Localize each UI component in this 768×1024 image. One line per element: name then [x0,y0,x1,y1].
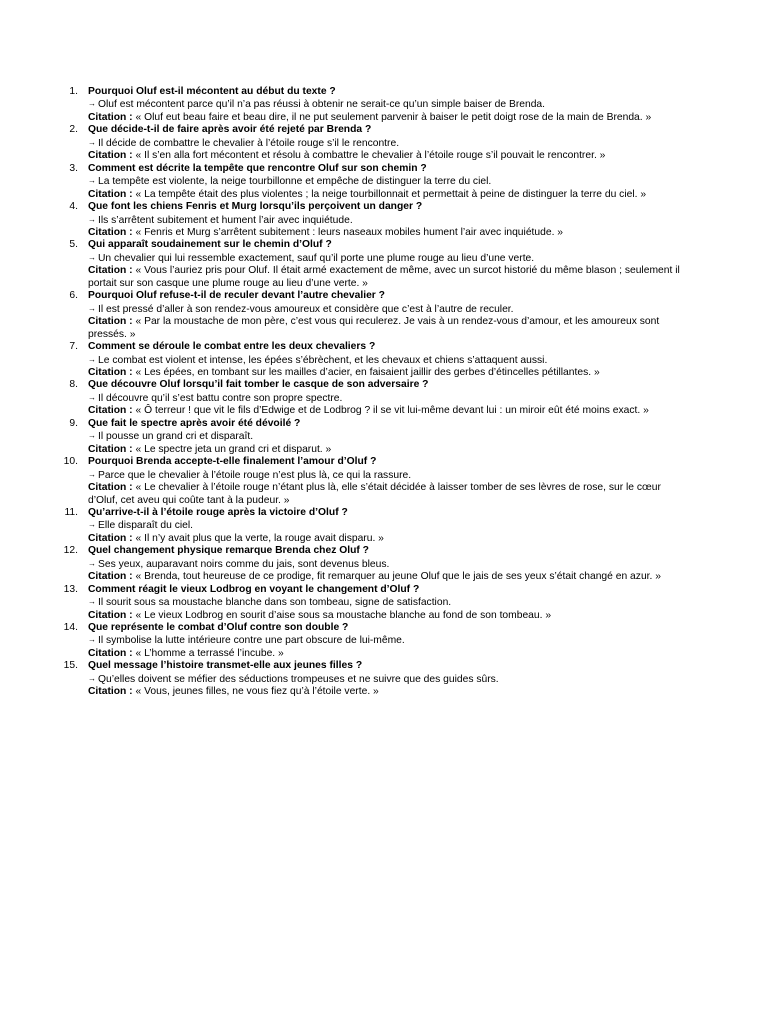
question-item [62,201,682,239]
question-number: 10. [63,456,78,468]
citation-label: Citation : [88,150,133,162]
citation-line [88,648,682,660]
citation-line [88,571,682,583]
question-item [62,239,682,290]
question-title: Pourquoi Oluf refuse-t-il de reculer devant l’autre chevalier ? [88,290,385,302]
citation-label: Citation : [88,647,133,659]
question-item [62,545,682,583]
arrow-icon: → [88,431,96,441]
citation-label: Citation : [88,571,133,583]
citation-text: « Par la moustache de mon père, c’est vous qui reculerez. Je vais à un rendez-vous d’amour, et les amoureux sont pressés. » [88,316,660,340]
answer-text: Oluf est mécontent parce qu’il n’a pas réussi à obtenir ne serait-ce qu’un simple baiser de Brenda. [98,99,546,111]
question-item [62,584,682,622]
answer-text: Ses yeux, auparavant noirs comme du jais, sont devenus bleus. [98,558,390,570]
answer-line [88,303,682,316]
answer-text: Qu’elles doivent se méfier des séductions trompeuses et ne suivre que des guides sûrs. [98,673,499,685]
arrow-icon: → [88,635,96,645]
citation-line [88,189,682,201]
answer-line [88,558,682,571]
citation-label: Citation : [88,316,133,328]
question-title: Pourquoi Oluf est-il mécontent au début du texte ? [88,86,336,97]
question-number: 11. [64,506,78,518]
citation-text: « Oluf eut beau faire et beau dire, il ne put seulement parvenir à baiser le petit doigt rose de la main de Brenda. » [135,111,652,123]
answer-line [88,98,682,111]
arrow-icon: → [88,137,96,147]
citation-text: « Le vieux Lodbrog en sourit d’aise sous sa moustache blanche au fond de son tombeau. » [135,609,552,621]
citation-line [88,265,682,290]
answer-text: Elle disparaît du ciel. [98,520,194,532]
citation-label: Citation : [88,366,133,378]
citation-label: Citation : [88,188,133,200]
question-number: 5. [69,239,78,251]
answer-line [88,430,682,443]
question-number: 3. [69,162,78,174]
arrow-icon: → [88,99,96,109]
citation-text: « Vous, jeunes filles, ne vous fiez qu’à l’étoile verte. » [135,686,379,698]
citation-text: « Il n’y avait plus que la verte, la rouge avait disparu. » [135,532,384,544]
answer-text: Ils s’arrêtent subitement et hument l’air avec inquiétude. [98,214,353,226]
question-item [62,341,682,379]
arrow-icon: → [88,354,96,364]
question-number: 7. [69,341,78,353]
question-number: 1. [69,86,78,97]
answer-line [88,175,682,188]
citation-label: Citation : [88,482,133,494]
question-item [62,379,682,417]
answer-text: Il symbolise la lutte intérieure contre une part obscure de lui-même. [98,635,405,647]
answer-line [88,354,682,367]
arrow-icon: → [88,392,96,402]
citation-line [88,227,682,239]
answer-line [88,392,682,405]
citation-label: Citation : [88,609,133,621]
answer-line [88,469,682,482]
answer-text: Le combat est violent et intense, les épées s’ébrèchent, et les chevaux et chiens s’attaquent aussi. [98,354,548,366]
question-number: 14. [63,622,78,634]
answer-text: Il découvre qu’il s’est battu contre son propre spectre. [98,392,343,404]
question-list [62,86,682,699]
arrow-icon: → [88,597,96,607]
arrow-icon: → [88,520,96,530]
citation-line [88,686,682,698]
citation-text: « La tempête était des plus violentes ; la neige tourbillonnait et permettait à peine de distinguer la terre du ciel. » [135,188,647,200]
answer-line [88,137,682,150]
question-number: 8. [69,379,78,391]
question-title: Comment réagit le vieux Lodbrog en voyant le changement d’Oluf ? [88,583,420,595]
question-title: Qu’arrive-t-il à l’étoile rouge après la victoire d’Oluf ? [88,506,348,518]
arrow-icon: → [88,469,96,479]
citation-label: Citation : [88,265,133,277]
answer-text: Il décide de combattre le chevalier à l’étoile rouge s’il le rencontre. [98,137,400,149]
question-title: Pourquoi Brenda accepte-t-elle finalement l’amour d’Oluf ? [88,456,377,468]
citation-line [88,367,682,379]
citation-text: « Fenris et Murg s’arrêtent subitement : leurs naseaux mobiles hument l’air avec inquiétude. » [135,226,564,238]
citation-label: Citation : [88,686,133,698]
question-item [62,418,682,456]
citation-text: « L’homme a terrassé l’incube. » [135,647,284,659]
answer-text: Un chevalier qui lui ressemble exactement, sauf qu’il porte une plume rouge au lieu d’une verte. [98,252,535,264]
citation-label: Citation : [88,532,133,544]
answer-line [88,596,682,609]
citation-label: Citation : [88,226,133,238]
citation-text: « Vous l’auriez pris pour Oluf. Il était armé exactement de même, avec un surcot historié du même blason ; seulement il portait sur son casque une plume rouge au lieu d’une verte. » [88,265,680,289]
question-number: 15. [63,660,78,672]
answer-text: Il sourit sous sa moustache blanche dans son tombeau, signe de satisfaction. [98,597,452,609]
question-title: Comment est décrite la tempête que rencontre Oluf sur son chemin ? [88,162,427,174]
answer-line [88,673,682,686]
question-number: 6. [69,290,78,302]
citation-line [88,150,682,162]
arrow-icon: → [88,176,96,186]
arrow-icon: → [88,214,96,224]
question-title: Que représente le combat d’Oluf contre son double ? [88,622,349,634]
answer-text: Il est pressé d’aller à son rendez-vous amoureux et considère que c’est à l’autre de reculer. [98,303,514,315]
question-title: Que fait le spectre après avoir été dévoilé ? [88,417,301,429]
citation-line [88,610,682,622]
question-item [62,660,682,698]
question-number: 2. [69,124,78,136]
question-number: 4. [69,201,78,213]
citation-line [88,444,682,456]
question-item [62,124,682,162]
question-title: Quel message l’histoire transmet-elle aux jeunes filles ? [88,660,363,672]
citation-text: « Le spectre jeta un grand cri et disparut. » [135,443,332,455]
arrow-icon: → [88,252,96,262]
arrow-icon: → [88,673,96,683]
answer-line [88,519,682,532]
citation-text: « Les épées, en tombant sur les mailles d’acier, en faisaient jaillir des gerbes d’étincelles pétillantes. » [135,366,600,378]
question-title: Qui apparaît soudainement sur le chemin d’Oluf ? [88,239,332,251]
arrow-icon: → [88,303,96,313]
citation-label: Citation : [88,111,133,123]
citation-line [88,482,682,507]
answer-text: Il pousse un grand cri et disparaît. [98,431,254,443]
citation-label: Citation : [88,405,133,417]
question-item [62,290,682,341]
question-item [62,163,682,201]
citation-text: « Brenda, tout heureuse de ce prodige, fit remarquer au jeune Oluf que le jais de ses yeux s’était changé en azur. » [135,571,661,583]
question-title: Que font les chiens Fenris et Murg lorsqu’ils perçoivent un danger ? [88,201,423,213]
citation-label: Citation : [88,443,133,455]
citation-line [88,316,682,341]
citation-text: « Il s’en alla fort mécontent et résolu à combattre le chevalier à l’étoile rouge s’il pouvait le rencontrer. » [135,150,606,162]
question-number: 12. [63,545,78,557]
question-item [62,456,682,507]
question-title: Quel changement physique remarque Brenda chez Oluf ? [88,545,369,557]
answer-line [88,634,682,647]
answer-line [88,252,682,265]
answer-text: Parce que le chevalier à l’étoile rouge n’est plus là, ce qui la rassure. [98,469,412,481]
citation-text: « Ô terreur ! que vit le fils d’Edwige et de Lodbrog ? il se vit lui-même devant lui : un miroir eût été moins exact. » [135,405,649,417]
citation-line [88,112,682,124]
answer-text: La tempête est violente, la neige tourbillonne et empêche de distinguer la terre du ciel. [98,176,492,188]
citation-line [88,533,682,545]
question-title: Que découvre Oluf lorsqu’il fait tomber le casque de son adversaire ? [88,379,429,391]
question-title: Que décide-t-il de faire après avoir été rejeté par Brenda ? [88,124,372,136]
question-item [62,622,682,660]
arrow-icon: → [88,558,96,568]
citation-text: « Le chevalier à l’étoile rouge n’étant plus là, elle s’était décidée à laisser tomber de ses lèvres de rose, sur le cœur d’Oluf, cet aveu qui coûte tant à la pudeur. » [88,482,661,506]
question-number: 9. [69,417,78,429]
question-title: Comment se déroule le combat entre les deux chevaliers ? [88,341,376,353]
question-item [62,86,682,124]
citation-line [88,405,682,417]
question-item [62,507,682,545]
question-number: 13. [63,583,78,595]
answer-line [88,214,682,227]
